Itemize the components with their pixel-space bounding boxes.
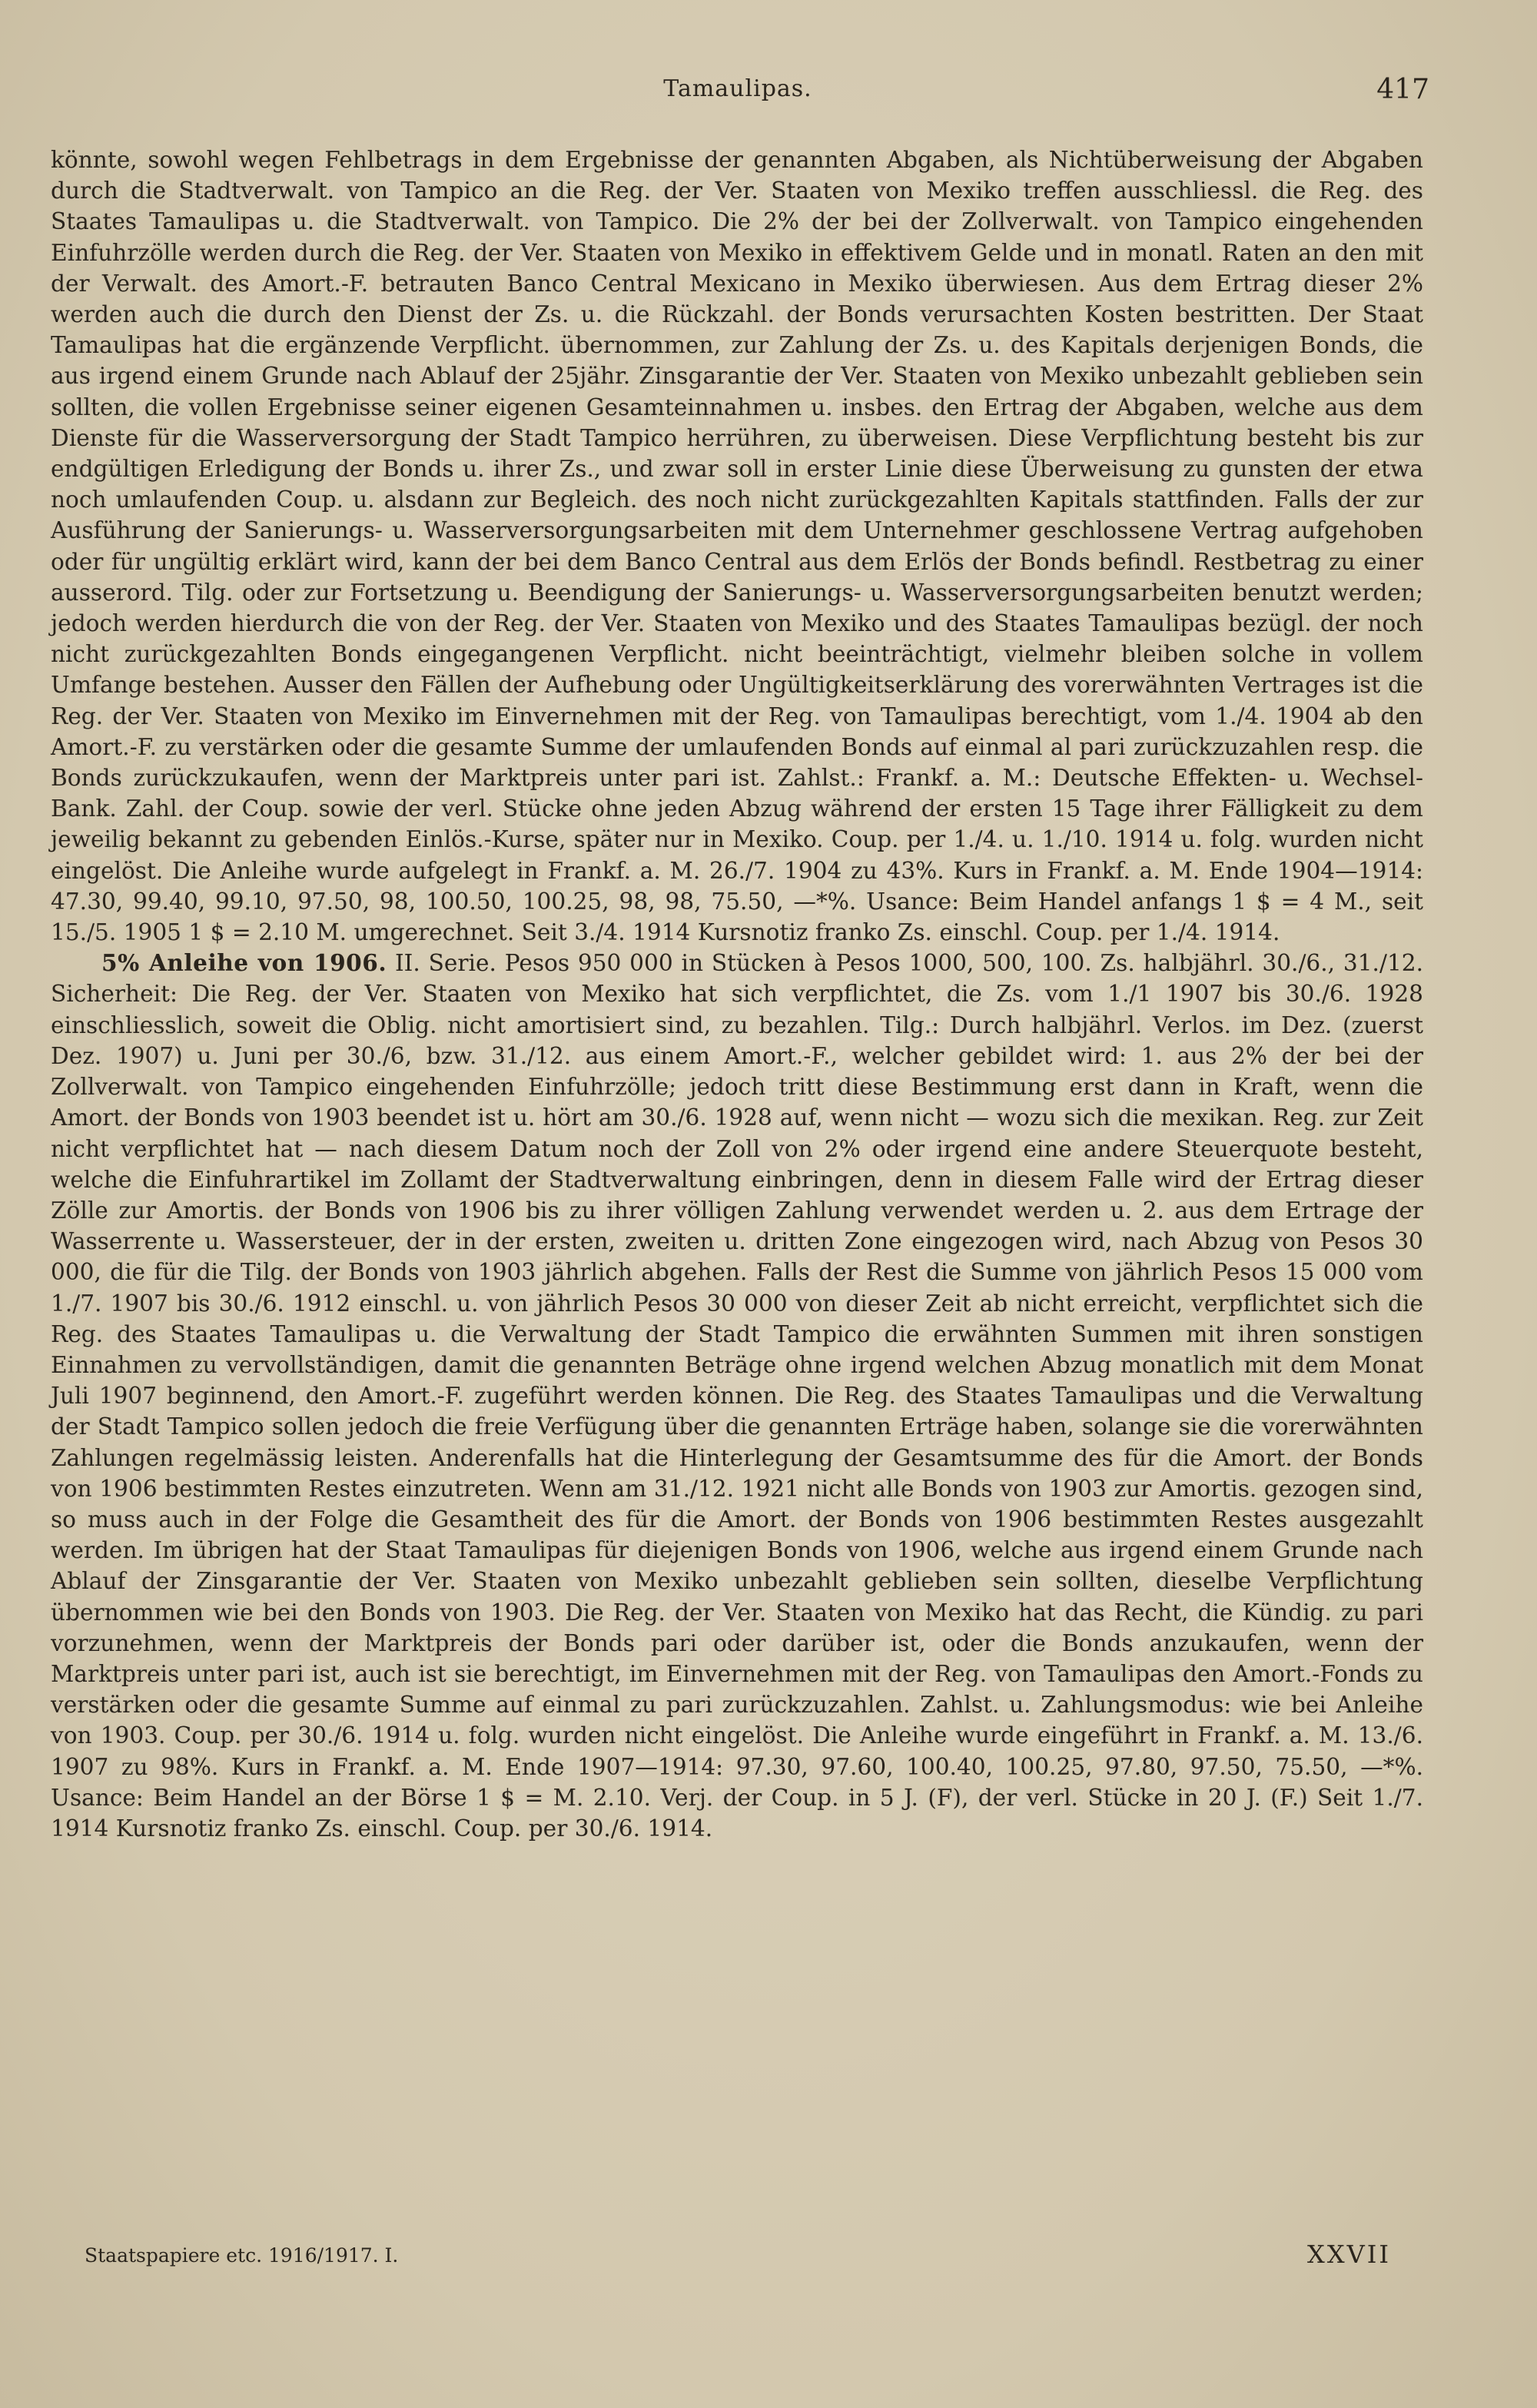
running-head-title: Tamaulipas.	[663, 75, 812, 102]
body-text	[51, 144, 1423, 1844]
footer-sheet-number: XXVII	[1307, 2240, 1391, 2269]
page-number: 417	[1376, 74, 1429, 105]
section-title-anleihe-1906: 5% Anleihe von 1906.	[101, 949, 387, 977]
running-head	[46, 74, 1429, 112]
paragraph-anleihe-1906	[51, 948, 1423, 1844]
page-footer	[85, 2240, 1391, 2283]
paragraph-continuation: könnte, sowohl wegen Fehlbetrags in dem Ergebnisse der genannten Abgaben, als Nichtüberweisung der Abgaben durch die Stadtverwalt. von Tampico an die Reg. der Ver. Staaten von Mexiko treffen ausschliessl. die Reg. des Staates Tamaulipas u. die Stadtverwalt. von Tampico. Die 2% der bei der Zollverwalt. von Tampico eingehenden Einfuhrzölle werden durch die Reg. der Ver. Staaten von Mexiko in effektivem Gelde und in monatl. Raten an den mit der Verwalt. des Amort.-F. betrauten Banco Central Mexicano in Mexiko überwiesen. Aus dem Ertrag dieser 2% werden auch die durch den Dienst der Zs. u. die Rückzahl. der Bonds verursachten Kosten bestritten. Der Staat Tamaulipas hat die ergänzende Verpflicht. übernommen, zur Zahlung der Zs. u. des Kapitals derjenigen Bonds, die aus irgend einem Grunde nach Ablauf der 25jähr. Zinsgarantie der Ver. Staaten von Mexiko unbezahlt geblieben sein sollten, die vollen Ergebnisse seiner eigenen Gesamteinnahmen u. insbes. den Ertrag der Abgaben, welche aus dem Dienste für die Wasserversorgung der Stadt Tampico herrühren, zu überweisen. Diese Verpflichtung besteht bis zur endgültigen Erledigung der Bonds u. ihrer Zs., und zwar soll in erster Linie diese Überweisung zu gunsten der etwa noch umlaufenden Coup. u. alsdann zur Begleich. des noch nicht zurückgezahlten Kapitals stattfinden. Falls der zur Ausführung der Sanierungs- u. Wasserversorgungsarbeiten mit dem Unternehmer geschlossene Vertrag aufgehoben oder für ungültig erklärt wird, kann der bei dem Banco Central aus dem Erlös der Bonds befindl. Restbetrag zu einer ausserord. Tilg. oder zur Fortsetzung u. Beendigung der Sanierungs- u. Wasserversorgungsarbeiten benutzt werden; jedoch werden hierdurch die von der Reg. der Ver. Staaten von Mexiko und des Staates Tamaulipas bezügl. der noch nicht zurückgezahlten Bonds eingegangenen Verpflicht. nicht beeinträchtigt, vielmehr bleiben solche in vollem Umfange bestehen. Ausser den Fällen der Aufhebung oder Ungültigkeitserklärung des vorerwähnten Vertrages ist die Reg. der Ver. Staaten von Mexiko im Einvernehmen mit der Reg. von Tamaulipas berechtigt, vom 1./4. 1904 ab den Amort.-F. zu verstärken oder die gesamte Summe der umlaufenden Bonds auf einmal al pari zurückzuzahlen resp. die Bonds zurückzukaufen, wenn der Marktpreis unter pari ist. Zahlst.: Frankf. a. M.: Deutsche Effekten- u. Wechsel-Bank. Zahl. der Coup. sowie der verl. Stücke ohne jeden Abzug während der ersten 15 Tage ihrer Fälligkeit zu dem jeweilig bekannt zu gebenden Einlös.-Kurse, später nur in Mexiko. Coup. per 1./4. u. 1./10. 1914 u. folg. wurden nicht eingelöst. Die Anleihe wurde aufgelegt in Frankf. a. M. 26./7. 1904 zu 43%. Kurs in Frankf. a. M. Ende 1904—1914: 47.30, 99.40, 99.10, 97.50, 98, 100.50, 100.25, 98, 98, 75.50, —*%. Usance: Beim Handel anfangs 1 $ = 4 M., seit 15./5. 1905 1 $ = 2.10 M. umgerechnet. Seit 3./4. 1914 Kursnotiz franko Zs. einschl. Coup. per 1./4. 1914.	[51, 147, 1423, 946]
footer-signature-line: Staatspapiere etc. 1916/1917. I.	[85, 2244, 399, 2267]
paragraph-anleihe-1906-text: II. Serie. Pesos 950 000 in Stücken à Pesos 1000, 500, 100. Zs. halbjährl. 30./6., 31./12. Sicherheit: Die Reg. der Ver. Staaten von Mexiko hat sich verpflichtet, die Zs. vom 1./1 1907 bis 30./6. 1928 einschliesslich, soweit die Oblig. nicht amortisiert sind, zu bezahlen. Tilg.: Durch halbjährl. Verlos. im Dez. (zuerst Dez. 1907) u. Juni per 30./6, bzw. 31./12. aus einem Amort.-F., welcher gebildet wird: 1. aus 2% der bei der Zollverwalt. von Tampico eingehenden Einfuhrzölle; jedoch tritt diese Bestimmung erst dann in Kraft, wenn die Amort. der Bonds von 1903 beendet ist u. hört am 30./6. 1928 auf, wenn nicht — wozu sich die mexikan. Reg. zur Zeit nicht verpflichtet hat — nach diesem Datum noch der Zoll von 2% oder irgend eine andere Steuerquote besteht, welche die Einfuhrartikel im Zollamt der Stadtverwaltung einbringen, denn in diesem Falle wird der Ertrag dieser Zölle zur Amortis. der Bonds von 1906 bis zu ihrer völligen Zahlung verwendet werden u. 2. aus dem Ertrage der Wasserrente u. Wassersteuer, der in der ersten, zweiten u. dritten Zone eingezogen wird, nach Abzug von Pesos 30 000, die für die Tilg. der Bonds von 1903 jährlich abgehen. Falls der Rest die Summe von jährlich Pesos 15 000 vom 1./7. 1907 bis 30./6. 1912 einschl. u. von jährlich Pesos 30 000 von dieser Zeit ab nicht erreicht, verpflichtet sich die Reg. des Staates Tamaulipas u. die Verwaltung der Stadt Tampico die erwähnten Summen mit ihren sonstigen Einnahmen zu vervollständigen, damit die genannten Beträge ohne irgend welchen Abzug monatlich mit dem Monat Juli 1907 beginnend, den Amort.-F. zugeführt werden können. Die Reg. des Staates Tamaulipas und die Verwaltung der Stadt Tampico sollen jedoch die freie Verfügung über die genannten Erträge haben, solange sie die vorerwähnten Zahlungen regelmässig leisten. Anderenfalls hat die Hinterlegung der Gesamtsumme des für die Amort. der Bonds von 1906 bestimmten Restes einzutreten. Wenn am 31./12. 1921 nicht alle Bonds von 1903 zur Amortis. gezogen sind, so muss auch in der Folge die Gesamtheit des für die Amort. der Bonds von 1906 bestimmten Restes ausgezahlt werden. Im übrigen hat der Staat Tamaulipas für diejenigen Bonds von 1906, welche aus irgend einem Grunde nach Ablauf der Zinsgarantie der Ver. Staaten von Mexiko unbezahlt geblieben sein sollten, dieselbe Verpflichtung übernommen wie bei den Bonds von 1903. Die Reg. der Ver. Staaten von Mexiko hat das Recht, die Kündig. zu pari vorzunehmen, wenn der Marktpreis der Bonds pari oder darüber ist, oder die Bonds anzukaufen, wenn der Marktpreis unter pari ist, auch ist sie berechtigt, im Einvernehmen mit der Reg. von Tamaulipas den Amort.-Fonds zu verstärken oder die gesamte Summe auf einmal zu pari zurückzuzahlen. Zahlst. u. Zahlungsmodus: wie bei Anleihe von 1903. Coup. per 30./6. 1914 u. folg. wurden nicht eingelöst. Die Anleihe wurde eingeführt in Frankf. a. M. 13./6. 1907 zu 98%. Kurs in Frankf. a. M. Ende 1907—1914: 97.30, 97.60, 100.40, 100.25, 97.80, 97.50, 75.50, —*%. Usance: Beim Handel an der Börse 1 $ = M. 2.10. Verj. der Coup. in 5 J. (F), der verl. Stücke in 20 J. (F.) Seit 1./7. 1914 Kursnotiz franko Zs. einschl. Coup. per 30./6. 1914.	[51, 950, 1424, 1842]
